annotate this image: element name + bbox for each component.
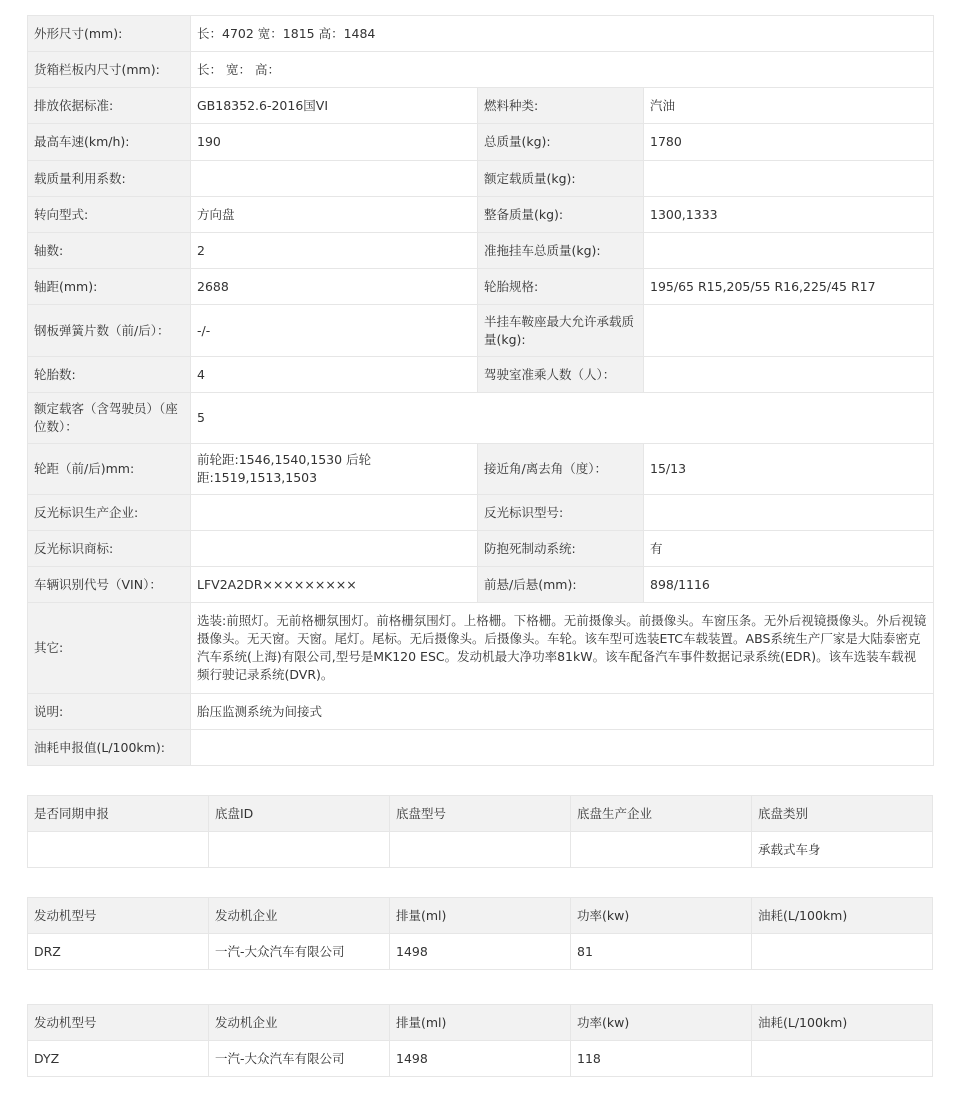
table-cell bbox=[28, 832, 209, 868]
spec-label: 燃料种类: bbox=[478, 88, 644, 124]
spec-value: 195/65 R15,205/55 R16,225/45 R17 bbox=[644, 269, 934, 305]
column-header: 排量(ml) bbox=[390, 898, 571, 934]
spec-label: 轴数: bbox=[28, 233, 191, 269]
spec-label: 额定载质量(kg): bbox=[478, 161, 644, 197]
spec-row bbox=[28, 531, 934, 567]
spec-row bbox=[28, 197, 934, 233]
spec-value: 长：4702 宽：1815 高：1484 bbox=[191, 16, 934, 52]
table-cell: 一汽-大众汽车有限公司 bbox=[209, 1041, 390, 1077]
spec-value: 15/13 bbox=[644, 444, 934, 495]
spec-value bbox=[644, 161, 934, 197]
table-cell: 1498 bbox=[390, 934, 571, 970]
spec-label: 准拖挂车总质量(kg): bbox=[478, 233, 644, 269]
spec-value: 1300,1333 bbox=[644, 197, 934, 233]
spec-value bbox=[191, 730, 934, 766]
spec-row bbox=[28, 305, 934, 357]
table-cell: 一汽-大众汽车有限公司 bbox=[209, 934, 390, 970]
spec-label: 外形尺寸(mm): bbox=[28, 16, 191, 52]
spec-label: 轮胎数: bbox=[28, 357, 191, 393]
spec-row bbox=[28, 124, 934, 161]
spec-value bbox=[191, 161, 478, 197]
spec-value: 190 bbox=[191, 124, 478, 161]
spec-label: 转向型式: bbox=[28, 197, 191, 233]
spec-value: 2688 bbox=[191, 269, 478, 305]
column-header: 是否同期申报 bbox=[28, 796, 209, 832]
engine-table-1 bbox=[27, 897, 933, 970]
column-header: 底盘类别 bbox=[752, 796, 933, 832]
column-header: 发动机型号 bbox=[28, 1005, 209, 1041]
column-header: 底盘生产企业 bbox=[571, 796, 752, 832]
table-cell: DYZ bbox=[28, 1041, 209, 1077]
table-cell bbox=[752, 934, 933, 970]
spec-value: GB18352.6-2016国VI bbox=[191, 88, 478, 124]
spec-label: 说明: bbox=[28, 694, 191, 730]
spec-label: 最高车速(km/h): bbox=[28, 124, 191, 161]
spec-row bbox=[28, 88, 934, 124]
table-header-row bbox=[28, 796, 933, 832]
spec-row bbox=[28, 444, 934, 495]
table-cell: 承载式车身 bbox=[752, 832, 933, 868]
column-header: 排量(ml) bbox=[390, 1005, 571, 1041]
column-header: 发动机企业 bbox=[209, 898, 390, 934]
spec-value: 898/1116 bbox=[644, 567, 934, 603]
table-cell bbox=[390, 832, 571, 868]
spec-value bbox=[191, 495, 478, 531]
spec-row bbox=[28, 161, 934, 197]
spec-value: LFV2A2DR××××××××× bbox=[191, 567, 478, 603]
spec-value bbox=[644, 233, 934, 269]
spec-row bbox=[28, 357, 934, 393]
spec-label: 轴距(mm): bbox=[28, 269, 191, 305]
table-cell: DRZ bbox=[28, 934, 209, 970]
spec-label: 油耗申报值(L/100km): bbox=[28, 730, 191, 766]
spec-row bbox=[28, 694, 934, 730]
spec-row bbox=[28, 730, 934, 766]
spec-label: 前悬/后悬(mm): bbox=[478, 567, 644, 603]
table-cell: 1498 bbox=[390, 1041, 571, 1077]
spec-row bbox=[28, 603, 934, 694]
spec-value: 2 bbox=[191, 233, 478, 269]
spec-value: 选装:前照灯。无前格栅氛围灯。前格栅氛围灯。上格栅。下格栅。无前摄像头。前摄像头。车窗压条。无外后视镜摄像头。外后视镜摄像头。无天窗。天窗。尾灯。尾标。无后摄像头。后摄像头。车轮。该车型可选装ETC车载装置。ABS系统生产厂家是大陆泰密克汽车系统(上海)有限公司,型号是MK120 ESC。发动机最大净功率81kW。该车配备汽车事件数据记录系统(EDR)。该车选装车载视频行驶记录系统(DVR)。 bbox=[191, 603, 934, 694]
spec-label: 反光标识型号: bbox=[478, 495, 644, 531]
spec-label: 轮胎规格: bbox=[478, 269, 644, 305]
table-cell: 118 bbox=[571, 1041, 752, 1077]
spec-label: 额定载客（含驾驶员）（座位数）： bbox=[28, 393, 191, 444]
table-header-row bbox=[28, 898, 933, 934]
column-header: 发动机型号 bbox=[28, 898, 209, 934]
spec-value: 4 bbox=[191, 357, 478, 393]
column-header: 功率(kw) bbox=[571, 1005, 752, 1041]
vehicle-spec-table bbox=[27, 15, 934, 766]
spec-label: 载质量利用系数: bbox=[28, 161, 191, 197]
spec-value: 方向盘 bbox=[191, 197, 478, 233]
column-header: 油耗(L/100km) bbox=[752, 898, 933, 934]
spec-row bbox=[28, 16, 934, 52]
chassis-table bbox=[27, 795, 933, 868]
spec-value: 前轮距:1546,1540,1530 后轮距:1519,1513,1503 bbox=[191, 444, 478, 495]
spec-value bbox=[191, 531, 478, 567]
spec-value: -/- bbox=[191, 305, 478, 357]
spec-label: 轮距（前/后)mm: bbox=[28, 444, 191, 495]
column-header: 发动机企业 bbox=[209, 1005, 390, 1041]
spec-value bbox=[644, 495, 934, 531]
spec-label: 接近角/离去角（度）： bbox=[478, 444, 644, 495]
column-header: 油耗(L/100km) bbox=[752, 1005, 933, 1041]
spec-value: 5 bbox=[191, 393, 934, 444]
spec-row bbox=[28, 233, 934, 269]
spec-label: 防抱死制动系统: bbox=[478, 531, 644, 567]
table-row bbox=[28, 934, 933, 970]
spec-value bbox=[644, 305, 934, 357]
table-header-row bbox=[28, 1005, 933, 1041]
spec-row bbox=[28, 567, 934, 603]
spec-row bbox=[28, 495, 934, 531]
column-header: 功率(kw) bbox=[571, 898, 752, 934]
spec-value: 1780 bbox=[644, 124, 934, 161]
table-row bbox=[28, 832, 933, 868]
spec-row bbox=[28, 393, 934, 444]
spec-row bbox=[28, 269, 934, 305]
spec-value: 胎压监测系统为间接式 bbox=[191, 694, 934, 730]
spec-label: 反光标识商标: bbox=[28, 531, 191, 567]
table-row bbox=[28, 1041, 933, 1077]
spec-label: 排放依据标准: bbox=[28, 88, 191, 124]
spec-value: 汽油 bbox=[644, 88, 934, 124]
table-cell bbox=[752, 1041, 933, 1077]
spec-label: 货箱栏板内尺寸(mm): bbox=[28, 52, 191, 88]
spec-label: 半挂车鞍座最大允许承载质量(kg): bbox=[478, 305, 644, 357]
column-header: 底盘ID bbox=[209, 796, 390, 832]
spec-label: 总质量(kg): bbox=[478, 124, 644, 161]
column-header: 底盘型号 bbox=[390, 796, 571, 832]
spec-value: 长： 宽： 高： bbox=[191, 52, 934, 88]
spec-label: 钢板弹簧片数（前/后）： bbox=[28, 305, 191, 357]
spec-label: 驾驶室准乘人数（人）： bbox=[478, 357, 644, 393]
table-cell bbox=[209, 832, 390, 868]
spec-label: 反光标识生产企业: bbox=[28, 495, 191, 531]
spec-label: 车辆识别代号（VIN）： bbox=[28, 567, 191, 603]
spec-label: 其它: bbox=[28, 603, 191, 694]
spec-value bbox=[644, 357, 934, 393]
spec-row bbox=[28, 52, 934, 88]
table-cell bbox=[571, 832, 752, 868]
engine-table-2 bbox=[27, 1004, 933, 1077]
spec-label: 整备质量(kg): bbox=[478, 197, 644, 233]
spec-value: 有 bbox=[644, 531, 934, 567]
table-cell: 81 bbox=[571, 934, 752, 970]
